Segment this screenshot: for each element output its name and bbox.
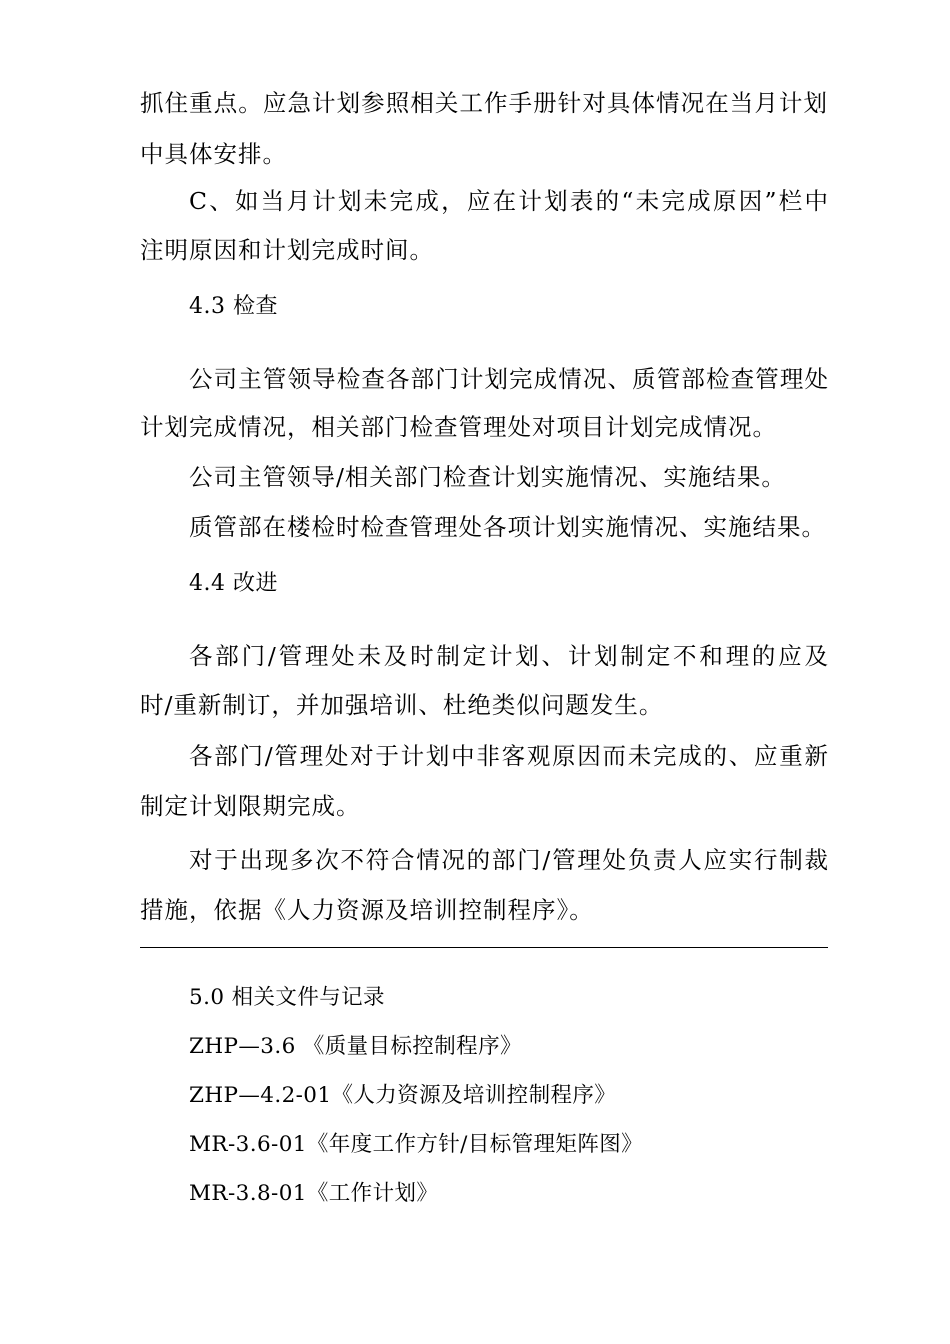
paragraph-line: 公司主管领导/相关部门检查计划实施情况、实施结果。 (189, 463, 786, 491)
reference-item: MR-3.6-01《年度工作方针/目标管理矩阵图》 (189, 1132, 644, 1157)
paragraph-line: 各部门/管理处未及时制定计划、计划制定不和理的应及 (189, 642, 829, 670)
section-heading-5-0: 5.0 相关文件与记录 (189, 985, 385, 1010)
reference-item: MR-3.8-01《工作计划》 (189, 1181, 439, 1206)
paragraph-line: 公司主管领导检查各部门计划完成情况、质管部检查管理处 (189, 365, 829, 393)
reference-item: ZHP—3.6 《质量目标控制程序》 (189, 1034, 522, 1059)
section-divider (140, 947, 828, 948)
section-heading-4-4: 4.4 改进 (189, 571, 278, 596)
paragraph-line: 对于出现多次不符合情况的部门/管理处负责人应实行制裁 (189, 846, 829, 874)
paragraph-line: 注明原因和计划完成时间。 (140, 236, 434, 264)
paragraph-line: 措施，依据《人力资源及培训控制程序》。 (140, 896, 594, 924)
paragraph-line: 时/重新制订，并加强培训、杜绝类似问题发生。 (140, 691, 664, 719)
paragraph-line: 各部门/管理处对于计划中非客观原因而未完成的、应重新 (189, 742, 829, 770)
reference-item: ZHP—4.2-01《人力资源及培训控制程序》 (189, 1083, 617, 1108)
paragraph-line: 抓住重点。应急计划参照相关工作手册针对具体情况在当月计划 (140, 89, 828, 117)
paragraph-line: 质管部在楼检时检查管理处各项计划实施情况、实施结果。 (189, 513, 826, 541)
paragraph-line: C、如当月计划未完成，应在计划表的“未完成原因”栏中 (189, 187, 829, 215)
paragraph-line: 计划完成情况，相关部门检查管理处对项目计划完成情况。 (140, 413, 777, 441)
section-heading-4-3: 4.3 检查 (189, 294, 278, 319)
paragraph-line: 制定计划限期完成。 (140, 792, 361, 820)
paragraph-line: 中具体安排。 (140, 140, 287, 168)
